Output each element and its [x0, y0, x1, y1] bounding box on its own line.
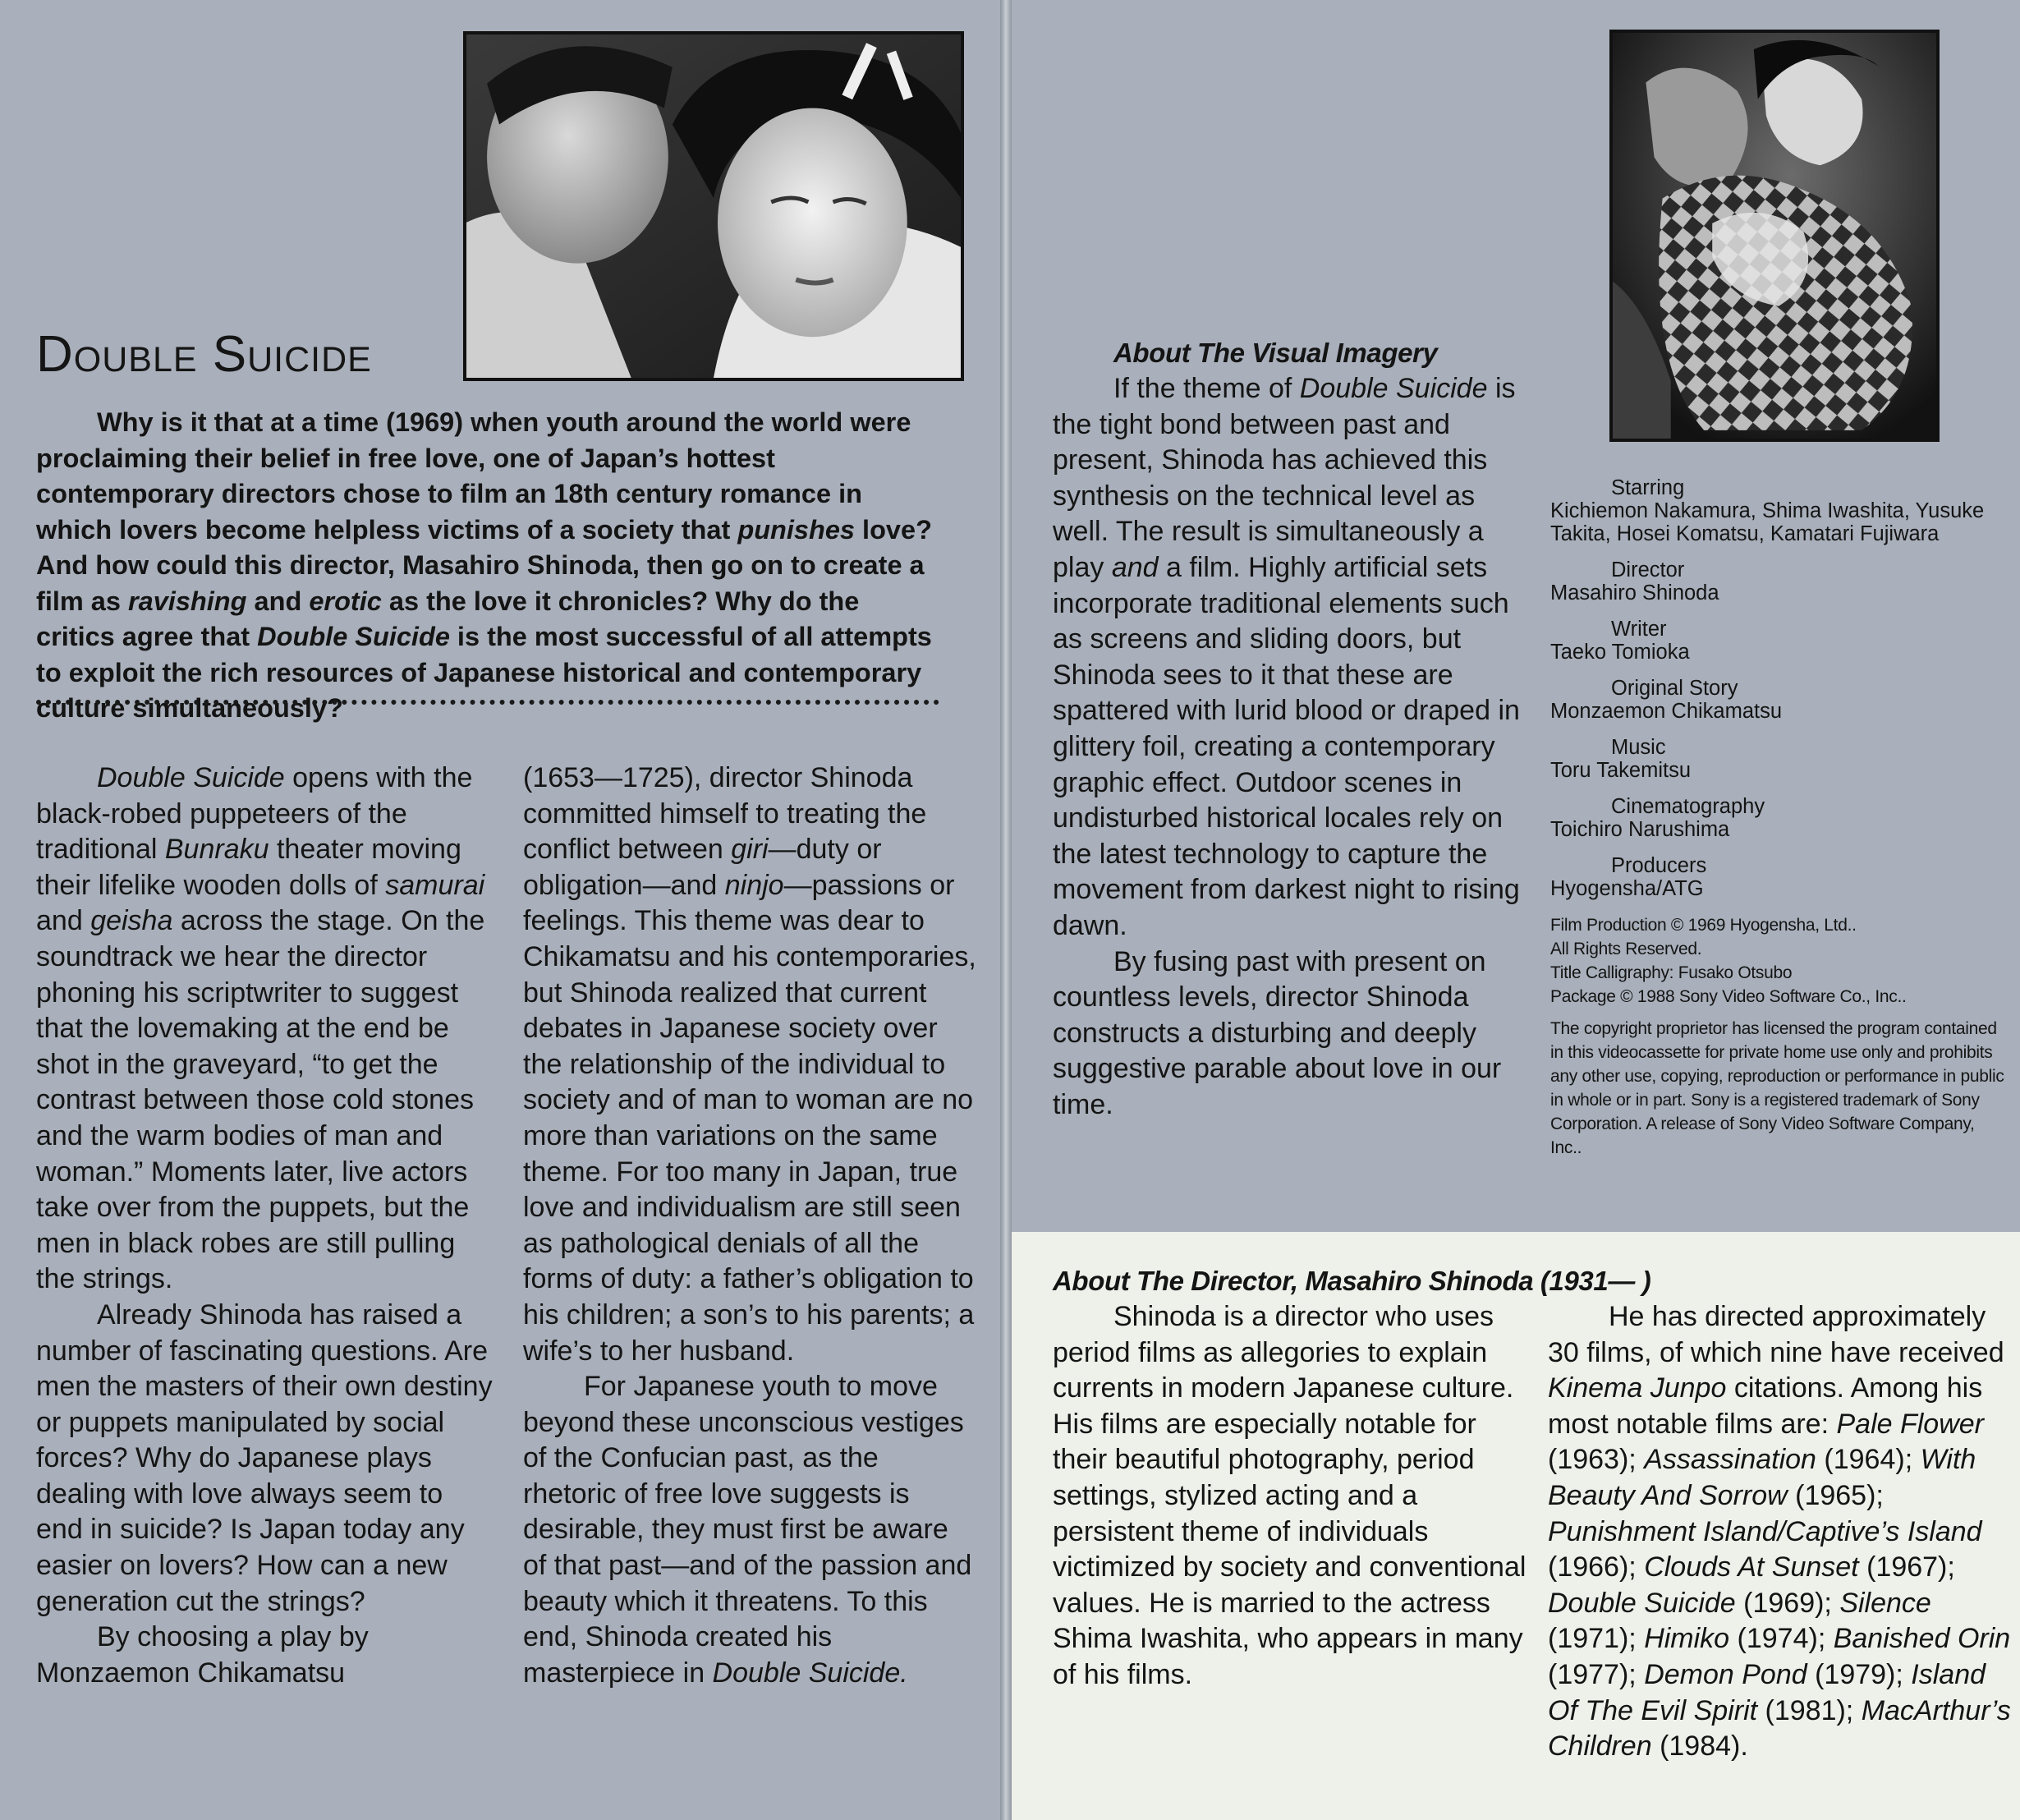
film-year: (1965);	[1787, 1479, 1884, 1511]
film-year: (1974);	[1729, 1623, 1834, 1655]
director-heading: About The Director, Masahiro Shinoda (1931— )	[1053, 1266, 1651, 1296]
dotted-divider	[36, 700, 939, 705]
visual-imagery-section	[1053, 335, 1529, 1123]
body-paragraph-4: For Japanese youth to move beyond these unconscious vestiges of the Confucian past, as the rhetoric of free love suggests is desirable, they must first be aware of that past—and of the passion and beauty which it threatens. To this end, Shinoda created his masterpiece in Double Suicide.	[523, 1371, 972, 1689]
director-column-1	[1053, 1299, 1529, 1694]
body-paragraph-3: By choosing a play by Monzaemon Chikamatsu	[36, 1621, 369, 1689]
film-title: Island Of The Evil Spirit	[1548, 1658, 1986, 1726]
film-title: Demon Pond	[1644, 1658, 1807, 1690]
body-paragraph-1: Double Suicide opens with the black-robed puppeteers of the traditional Bunraku theater moving their lifelike wooden dolls of samurai and geisha across the stage. On the soundtrack we hear the director phoning his scriptwriter to suggest that the lovemaking at the end be shot in the graveyard, “to get the contrast between those cold stones and the warm bodies of man and woman.” Moments later, live actors take over from the puppets, but the men in black robes are still pulling the strings.	[36, 762, 485, 1295]
film-list	[1548, 1409, 2011, 1762]
body-column-2	[523, 761, 979, 1691]
film-still-embrace	[1609, 30, 1940, 442]
copyright-notice: The copyright proprietor has licensed the program contained in this videocassette for private home use only and prohibits any other use, copying, reproduction or performance in public in whole or in part. Sony is a registered trademark of Sony Corporation. A release of Sony Video Software Company, Inc..	[1550, 1019, 2004, 1157]
body-paragraph-3-continued: (1653—1725), director Shinoda committed himself to treating the conflict between giri—duty or obligation—and ninjo—passions or feelings. This theme was dear to Chikamatsu and his contemporaries, but Shinoda realized that current debates in Japanese society over the relationship of the individual to society and of man to woman are no more than variations on the same theme. For too many in Japan, true love and individualism are still seen as pathological denials of all the forms of duty: a father’s obligation to his children; a son’s to his parents; a wife’s to her husband.	[523, 762, 976, 1367]
credit-producers: Producers Hyogensha/ATG	[1550, 854, 1707, 900]
legal-line-4: Package © 1988 Sony Video Software Co., Inc..	[1550, 987, 1907, 1006]
credit-music: Music Toru Takemitsu	[1550, 736, 1692, 782]
visual-paragraph-1: If the theme of Double Suicide is the tight bond between past and present, Shinoda has achieved this synthesis on the technical level as well. The result is simultaneously a play and a film. Highly artificial sets incorporate traditional elements such as screens and sliding doors, but Shinoda sees to it that these are spattered with lurid blood or draped in glittery foil, creating a contemporary graphic effect. Outdoor scenes in undisturbed historical locales rely on the latest technology to capture the movement from darkest night to rising dawn.	[1053, 373, 1520, 941]
legal-line-1: Film Production © 1969 Hyogensha, Ltd..	[1550, 916, 1857, 935]
credit-starring: Starring Kichiemon Nakamura, Shima Iwashita, Yusuke Takita, Hosei Komatsu, Kamatari Fujiwara	[1550, 476, 1985, 545]
film-year: (1963);	[1548, 1444, 1645, 1476]
body-paragraph-2: Already Shinoda has raised a number of fascinating questions. Are men the masters of their own destiny or puppets manipulated by social forces? Why do Japanese plays dealing with love always seem to end in suicide? Is Japan today any easier on lovers? How can a new generation cut the strings?	[36, 1298, 493, 1617]
film-title: Clouds At Sunset	[1644, 1551, 1859, 1583]
intro-paragraph: Why is it that at a time (1969) when youth around the world were proclaiming their belief in free love, one of Japan’s hottest contemporary directors chose to film an 18th century romance in which lovers become helpless victims of a society that punishes love? And how could this director, Masahiro Shinoda, then go on to create a film as ravishing and erotic as the love it chronicles? Why do the critics agree that Double Suicide is the most successful of all attempts to exploit the rich resources of Japanese historical and contemporary culture simultaneously?	[36, 407, 932, 723]
film-year: (1977);	[1548, 1658, 1645, 1690]
credit-cinematography: Cinematography Toichiro Narushima	[1550, 795, 1765, 841]
credit-original-story: Original Story Monzaemon Chikamatsu	[1550, 677, 1783, 723]
film-year: (1984).	[1651, 1730, 1748, 1763]
film-year: (1971);	[1548, 1623, 1645, 1655]
director-column-2	[1548, 1299, 2016, 1765]
legal-line-3: Title Calligraphy: Fusako Otsubo	[1550, 963, 1793, 982]
credit-director: Director Masahiro Shinoda	[1550, 558, 1719, 604]
director-paragraph-1: Shinoda is a director who uses period films as allegories to explain currents in modern Japanese culture. His films are especially notable for their beautiful photography, period settings, stylized acting and a persistent theme of individuals victimized by society and conventional values. He is married to the actress Shima Iwashita, who appears in many of his films.	[1053, 1301, 1526, 1690]
film-title: Pale Flower	[1836, 1408, 1984, 1440]
film-still-couple	[463, 31, 964, 381]
film-title: Double Suicide	[1548, 1587, 1736, 1619]
film-year: (1969);	[1735, 1587, 1840, 1619]
visual-paragraph-2: By fusing past with present on countless levels, director Shinoda constructs a disturbing and deeply suggestive parable about love in our time.	[1053, 945, 1502, 1120]
film-title: With Beauty And Sorrow	[1548, 1444, 1976, 1511]
film-year: (1964);	[1816, 1444, 1921, 1476]
film-title: Banished Orin	[1833, 1623, 2011, 1655]
visual-imagery-heading: About The Visual Imagery	[1113, 338, 1438, 368]
page-title: Double Suicide	[36, 326, 372, 383]
film-year: (1979);	[1807, 1658, 1912, 1690]
film-title: Silence	[1839, 1587, 1931, 1619]
film-year: (1966);	[1548, 1551, 1645, 1583]
page-fold	[1000, 0, 1012, 1820]
credits-block	[1550, 476, 2010, 1160]
film-title: Himiko	[1644, 1623, 1730, 1655]
film-year: (1967);	[1858, 1551, 1955, 1583]
legal-line-2: All Rights Reserved.	[1550, 940, 1702, 958]
body-column-1	[36, 761, 496, 1691]
film-year: (1981);	[1757, 1694, 1862, 1726]
film-title: Assassination	[1644, 1444, 1816, 1476]
film-title: MacArthur’s Children	[1548, 1694, 2011, 1763]
director-paragraph-2: He has directed approximately 30 films, of which nine have received Kinema Junpo citations. Among his most notable films are: Pale Flower (1963); Assassination (1964); With Beauty And Sorrow (1965); Punishment Island/Captive’s Island (1966); Clouds At Sunset (1967); Double Suicide (1969); Silence (1971); Himiko (1974); Banished Orin (1977); Demon Pond (1979); Island Of The Evil Spirit (1981); MacArthur’s Children (1984).	[1548, 1301, 2011, 1763]
film-title: Punishment Island/Captive’s Island	[1548, 1515, 1982, 1547]
credit-writer: Writer Taeko Tomioka	[1550, 618, 1690, 664]
